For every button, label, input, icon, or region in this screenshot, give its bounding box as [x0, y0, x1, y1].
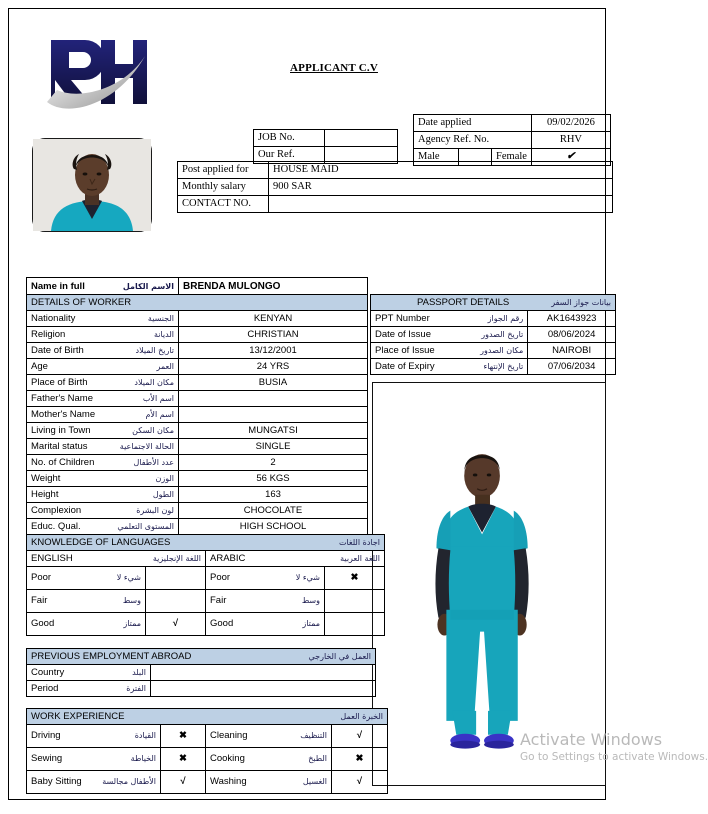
previous-employment-label-0-ar: البلد — [132, 668, 146, 677]
worker-label-7-en: Living in Town — [31, 425, 91, 436]
post-applied-value[interactable]: HOUSE MAID — [269, 162, 613, 179]
application-meta-table — [413, 114, 611, 166]
worker-label-2-ar: تاريخ الميلاد — [135, 346, 174, 355]
work-skill-left-0-ar: القيادة — [134, 731, 156, 740]
passport-value-3-en: 07/06/2034 — [547, 361, 596, 372]
work-experience-header-ar: الخبرة العمل — [340, 712, 383, 721]
post-applied-label: Post applied for — [178, 162, 269, 179]
worker-value-12[interactable] — [179, 503, 368, 519]
arabic-label-en: ARABIC — [210, 553, 246, 564]
worker-label-10-en: Weight — [31, 473, 61, 484]
worker-label-13-ar: المستوى التعلمي — [117, 522, 174, 531]
worker-label-4-en: Place of Birth — [31, 377, 88, 388]
arabic-level-0 — [206, 567, 325, 590]
english-level-1-en: Fair — [31, 595, 48, 606]
passport-details-header-en: PASSPORT DETAILS — [417, 297, 510, 308]
table-row — [27, 278, 368, 296]
table-row — [27, 613, 385, 636]
watermark-line-1: Activate Windows — [520, 730, 663, 749]
passport-label-0-ar: رقم الجواز — [487, 314, 524, 323]
worker-label-9-en: No. of Children — [31, 457, 95, 468]
worker-label-10-ar: الوزن — [155, 474, 174, 483]
applicant-portrait-photo — [32, 138, 152, 232]
name-label-ar: الاسم الكامل — [122, 282, 174, 291]
worker-value-12-en: CHOCOLATE — [243, 505, 303, 516]
english-level-0 — [27, 567, 146, 590]
work-mark-left-2[interactable] — [161, 771, 206, 794]
passport-label-3-en: Date of Expiry — [375, 361, 435, 372]
table-row — [27, 295, 368, 311]
worker-value-10[interactable] — [179, 471, 368, 487]
passport-value-1[interactable] — [528, 327, 616, 343]
arabic-level-0-ar: شيء لا — [295, 573, 320, 582]
worker-label-3-ar: العمر — [156, 362, 174, 371]
worker-value-9-en: 2 — [270, 457, 276, 468]
post-details-table — [177, 161, 613, 213]
previous-employment-header-en: PREVIOUS EMPLOYMENT ABROAD — [31, 651, 192, 662]
table-row — [27, 551, 385, 567]
passport-details-table — [370, 294, 616, 375]
passport-details-header-ar: بيانات جواز السفر — [551, 298, 611, 307]
english-level-0-en: Poor — [31, 572, 52, 583]
work-experience-table — [26, 708, 388, 794]
passport-label-2-en: Place of Issue — [375, 345, 435, 356]
worker-label-8 — [27, 439, 179, 455]
worker-label-11 — [27, 487, 179, 503]
work-skill-left-2-ar: الأطفال مجالسة — [102, 777, 156, 786]
agency-ref-label: Agency Ref. No. — [414, 132, 532, 149]
worker-value-10-en: 56 KGS — [256, 473, 290, 484]
table-row — [371, 359, 616, 375]
table-row — [27, 439, 368, 455]
arabic-label-ar: اللغة العربية — [340, 554, 380, 563]
worker-label-9 — [27, 455, 179, 471]
work-skill-right-2-ar: الغسيل — [302, 777, 327, 786]
languages-header-ar: اجادة اللغات — [338, 538, 380, 547]
previous-employment-header — [27, 649, 376, 665]
worker-label-6-en: Mother's Name — [31, 409, 96, 420]
worker-label-12 — [27, 503, 179, 519]
female-label: Female — [492, 149, 532, 166]
arabic-level-mark-0-en: ✖ — [350, 572, 359, 583]
worker-label-4 — [27, 375, 179, 391]
worker-value-8-en: SINGLE — [255, 441, 291, 452]
worker-label-11-en: Height — [31, 489, 59, 500]
worker-label-2-en: Date of Birth — [31, 345, 84, 356]
worker-label-0-en: Nationality — [31, 313, 76, 324]
table-row — [27, 407, 368, 423]
work-skill-right-1-en: Cooking — [210, 753, 245, 764]
worker-label-4-ar: مكان الميلاد — [134, 378, 174, 387]
english-level-mark-1[interactable] — [146, 590, 206, 613]
worker-value-0[interactable] — [179, 311, 368, 327]
passport-label-3-ar: تاريخ الإنتهاء — [483, 362, 524, 371]
work-skill-left-1 — [27, 748, 161, 771]
table-row — [27, 681, 376, 697]
table-row — [27, 343, 368, 359]
previous-employment-label-1-en: Period — [31, 683, 59, 694]
work-skill-left-1-en: Sewing — [31, 753, 63, 764]
work-skill-left-1-ar: الخياطة — [130, 754, 156, 763]
table-row — [371, 295, 616, 311]
previous-employment-value-1[interactable] — [151, 681, 376, 697]
worker-label-3 — [27, 359, 179, 375]
arabic-level-1 — [206, 590, 325, 613]
worker-value-0-en: KENYAN — [253, 313, 293, 324]
table-row — [27, 709, 388, 725]
work-mark-right-1[interactable] — [332, 748, 388, 771]
passport-details-header — [371, 295, 616, 311]
languages-header-en: KNOWLEDGE OF LANGUAGES — [31, 537, 171, 548]
name-label-en: Name in full — [31, 281, 85, 292]
arabic-level-2 — [206, 613, 325, 636]
arabic-language-header — [206, 551, 385, 567]
languages-table — [26, 534, 385, 636]
worker-label-7 — [27, 423, 179, 439]
table-row — [27, 391, 368, 407]
worker-details-table — [26, 294, 368, 535]
our-ref-label: Our Ref. — [254, 147, 325, 164]
work-skill-left-2 — [27, 771, 161, 794]
table-row — [371, 343, 616, 359]
english-level-mark-0[interactable] — [146, 567, 206, 590]
table-row — [371, 327, 616, 343]
worker-label-6 — [27, 407, 179, 423]
arabic-level-2-en: Good — [210, 618, 234, 629]
worker-value-11-en: 163 — [265, 489, 281, 500]
english-level-1 — [27, 590, 146, 613]
work-mark-left-0-en: ✖ — [179, 730, 187, 741]
job-no-label: JOB No. — [254, 130, 325, 147]
contact-no-value[interactable] — [269, 196, 613, 213]
arabic-level-0-en: Poor — [210, 572, 231, 583]
table-row — [27, 327, 368, 343]
monthly-salary-value[interactable]: 900 SAR — [269, 179, 613, 196]
english-level-mark-2[interactable] — [146, 613, 206, 636]
work-mark-right-2-en: √ — [356, 776, 363, 787]
table-row — [254, 130, 398, 147]
table-row — [27, 471, 368, 487]
worker-details-header — [27, 295, 368, 311]
work-experience-header-en: WORK EXPERIENCE — [31, 711, 125, 722]
english-level-2-en: Good — [31, 618, 55, 629]
worker-label-11-ar: الطول — [152, 490, 174, 499]
watermark-line-2: Go to Settings to activate Windows. — [520, 751, 708, 763]
work-mark-left-0[interactable] — [161, 725, 206, 748]
arabic-level-mark-0[interactable] — [325, 567, 385, 590]
worker-value-8[interactable] — [179, 439, 368, 455]
english-level-2-ar: ممتاز — [123, 619, 141, 628]
worker-value-2-en: 13/12/2001 — [249, 345, 297, 356]
table-row — [178, 196, 613, 213]
work-mark-right-0-en: √ — [356, 730, 363, 741]
table-row — [27, 487, 368, 503]
previous-employment-label-0 — [27, 665, 151, 681]
worker-value-5[interactable] — [179, 391, 368, 407]
english-language-header — [27, 551, 206, 567]
worker-label-7-ar: مكان السكن — [132, 426, 174, 435]
work-mark-right-1-en: ✖ — [355, 753, 364, 764]
worker-label-1-ar: الديانة — [153, 330, 174, 339]
worker-value-4[interactable] — [179, 375, 368, 391]
passport-value-0-en: AK1643923 — [546, 313, 597, 324]
work-skill-right-1 — [206, 748, 332, 771]
date-applied-label: Date applied — [414, 115, 532, 132]
previous-employment-table — [26, 648, 376, 697]
arabic-level-mark-2[interactable] — [325, 613, 385, 636]
table-row — [27, 455, 368, 471]
worker-value-11[interactable] — [179, 487, 368, 503]
passport-value-1-en: 08/06/2024 — [547, 329, 596, 340]
passport-label-2 — [371, 343, 528, 359]
name-value[interactable]: BRENDA MULONGO — [179, 278, 368, 296]
previous-employment-value-0[interactable] — [151, 665, 376, 681]
table-row — [371, 311, 616, 327]
worker-value-4-en: BUSIA — [258, 377, 288, 388]
arabic-level-1-ar: وسط — [301, 596, 320, 605]
worker-label-1 — [27, 327, 179, 343]
arabic-level-2-ar: ممتاز — [302, 619, 320, 628]
passport-label-1 — [371, 327, 528, 343]
work-skill-right-0-ar: التنظيف — [300, 731, 327, 740]
contact-no-label: CONTACT NO. — [178, 196, 269, 213]
work-experience-header — [27, 709, 388, 725]
work-skill-left-0 — [27, 725, 161, 748]
worker-value-7[interactable] — [179, 423, 368, 439]
work-mark-right-2[interactable] — [332, 771, 388, 794]
table-row — [27, 503, 368, 519]
worker-label-10 — [27, 471, 179, 487]
table-row — [27, 590, 385, 613]
arabic-level-mark-1[interactable] — [325, 590, 385, 613]
worker-label-13 — [27, 519, 179, 535]
table-row — [27, 519, 368, 535]
worker-label-13-en: Educ. Qual. — [31, 521, 81, 532]
previous-employment-label-1-ar: الفترة — [126, 684, 146, 693]
passport-label-1-ar: تاريخ الصدور — [481, 330, 524, 339]
worker-label-2 — [27, 343, 179, 359]
worker-label-6-ar: اسم الأم — [145, 410, 174, 419]
table-row — [27, 725, 388, 748]
worker-label-5 — [27, 391, 179, 407]
male-label: Male — [414, 149, 459, 166]
female-checkbox[interactable]: ✔ — [531, 149, 610, 166]
table-row — [178, 179, 613, 196]
worker-label-0-ar: الجنسية — [147, 314, 174, 323]
worker-label-12-ar: لون البشرة — [136, 506, 174, 515]
worker-label-5-ar: اسم الأب — [142, 394, 174, 403]
passport-label-0 — [371, 311, 528, 327]
applicant-fullbody-photo — [372, 382, 606, 786]
name-label — [27, 278, 179, 296]
worker-value-3[interactable] — [179, 359, 368, 375]
worker-value-3-en: 24 YRS — [256, 361, 290, 372]
worker-value-7-en: MUNGATSI — [248, 425, 298, 436]
work-mark-left-2-en: √ — [180, 776, 186, 787]
table-row — [27, 375, 368, 391]
english-label-ar: اللغة الإنجليزية — [152, 554, 201, 563]
work-skill-right-2 — [206, 771, 332, 794]
worker-label-5-en: Father's Name — [31, 393, 94, 404]
passport-label-3 — [371, 359, 528, 375]
job-reference-table — [253, 129, 398, 164]
english-level-2 — [27, 613, 146, 636]
worker-value-6[interactable] — [179, 407, 368, 423]
worker-label-0 — [27, 311, 179, 327]
agency-ref-value[interactable]: RHV — [531, 132, 610, 149]
english-level-0-ar: شيء لا — [116, 573, 141, 582]
page-title: APPLICANT C.V — [290, 62, 378, 74]
worker-label-8-en: Marital status — [31, 441, 88, 452]
table-row — [178, 162, 613, 179]
passport-value-2[interactable] — [528, 343, 616, 359]
worker-value-13[interactable] — [179, 519, 368, 535]
work-skill-right-0-en: Cleaning — [210, 730, 248, 741]
previous-employment-label-0-en: Country — [31, 667, 65, 678]
work-mark-right-0[interactable] — [332, 725, 388, 748]
previous-employment-header-ar: العمل في الخارجي — [308, 652, 371, 661]
english-level-1-ar: وسط — [122, 596, 141, 605]
previous-employment-label-1 — [27, 681, 151, 697]
passport-value-3[interactable] — [528, 359, 616, 375]
work-skill-right-0 — [206, 725, 332, 748]
table-row — [414, 115, 611, 132]
work-skill-left-2-en: Baby Sitting — [31, 776, 82, 787]
worker-value-1[interactable] — [179, 327, 368, 343]
work-mark-left-1-en: ✖ — [179, 753, 187, 764]
worker-label-8-ar: الحالة الاجتماعية — [119, 442, 174, 451]
passport-label-0-en: PPT Number — [375, 313, 430, 324]
worker-label-1-en: Religion — [31, 329, 66, 340]
passport-label-1-en: Date of Issue — [375, 329, 431, 340]
passport-value-0[interactable] — [528, 311, 616, 327]
work-skill-right-2-en: Washing — [210, 776, 247, 787]
english-level-mark-2-en: √ — [172, 618, 179, 629]
languages-header — [27, 535, 385, 551]
worker-details-header-en: DETAILS OF WORKER — [31, 297, 132, 308]
english-label-en: ENGLISH — [31, 553, 73, 564]
company-logo — [45, 30, 155, 110]
table-row — [27, 311, 368, 327]
table-row — [27, 535, 385, 551]
arabic-level-1-en: Fair — [210, 595, 227, 606]
worker-value-13-en: HIGH SCHOOL — [239, 521, 307, 532]
worker-value-1-en: CHRISTIAN — [247, 329, 299, 340]
table-row — [27, 649, 376, 665]
table-row — [27, 567, 385, 590]
monthly-salary-label: Monthly salary — [178, 179, 269, 196]
work-mark-left-1[interactable] — [161, 748, 206, 771]
table-row — [27, 665, 376, 681]
table-row — [414, 132, 611, 149]
job-no-value[interactable] — [325, 130, 398, 147]
worker-value-9[interactable] — [179, 455, 368, 471]
work-skill-right-1-ar: الطبخ — [308, 754, 327, 763]
worker-value-2[interactable] — [179, 343, 368, 359]
passport-label-2-ar: مكان الصدور — [480, 346, 524, 355]
date-applied-value[interactable]: 09/02/2026 — [531, 115, 610, 132]
work-skill-left-0-en: Driving — [31, 730, 61, 741]
worker-label-9-ar: عدد الأطفال — [133, 458, 174, 467]
worker-label-12-en: Complexion — [31, 505, 82, 516]
table-row — [27, 359, 368, 375]
worker-label-3-en: Age — [31, 361, 48, 372]
table-row — [27, 748, 388, 771]
table-row — [27, 771, 388, 794]
table-row — [27, 423, 368, 439]
passport-value-2-en: NAIROBI — [552, 345, 592, 356]
